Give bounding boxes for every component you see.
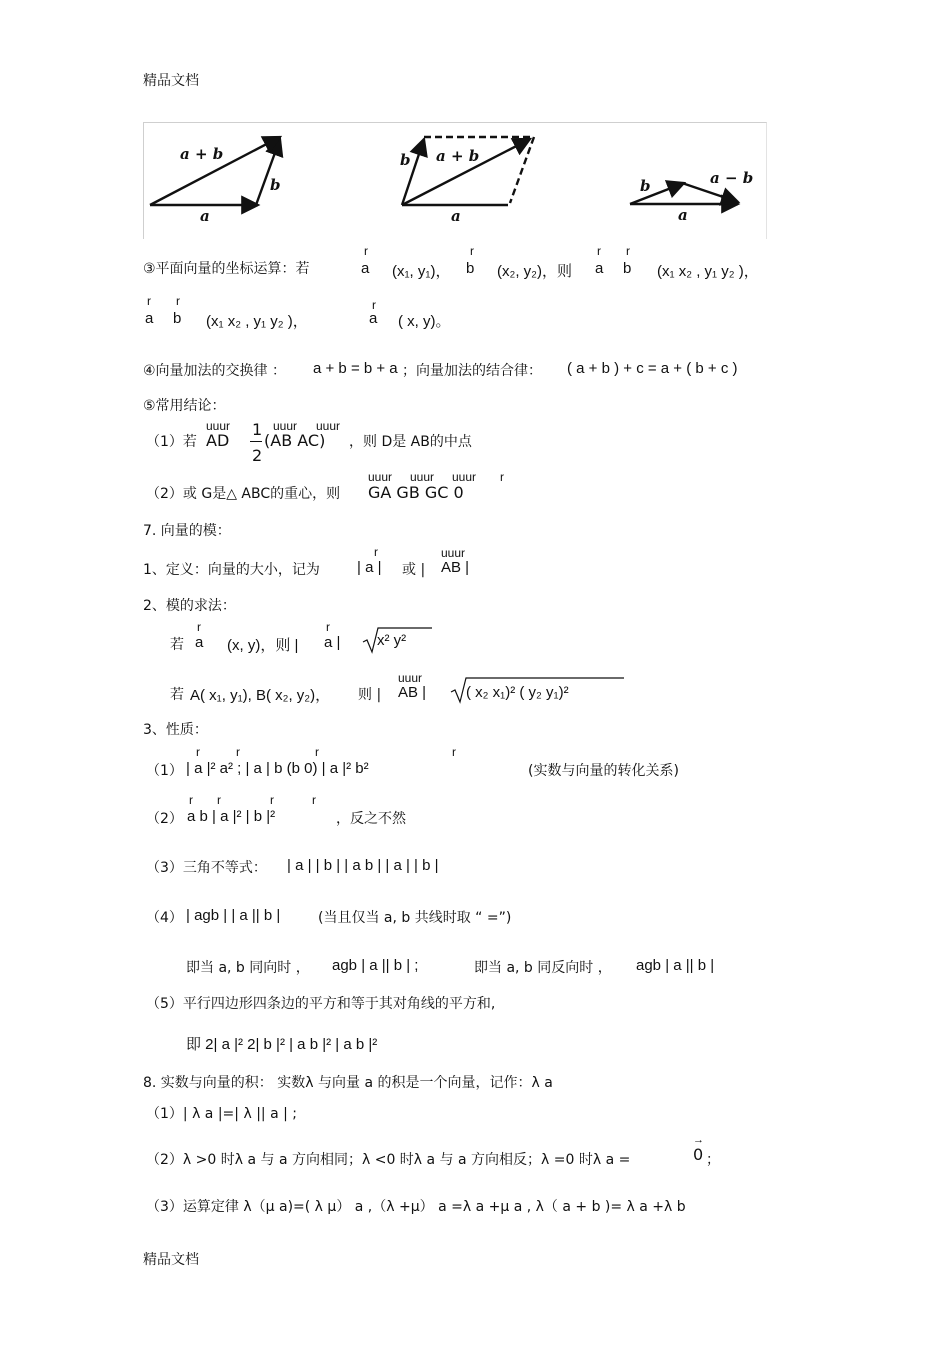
property-4-formula: | agb | | a || b | [186,907,281,924]
arrow-mark: r [500,470,504,484]
vector-ad: AD [206,431,230,450]
overline-mark: uuur [316,419,341,433]
centroid-formula: GA GB GC 0 [368,483,464,502]
arrow-mark: r [315,745,319,759]
right-a-label: a [678,206,688,224]
arrow-mark: r [312,793,316,807]
arrow-mark: r [217,793,221,807]
vector-a: a [369,310,378,327]
method-2-points: A( x₁, y₁), B( x₂, y₂)， [190,687,331,704]
method-1-sqrt-content: x² y² [377,632,407,649]
fraction-numerator: 1 [252,420,263,439]
method-2-sqrt-content: ( x₂ x₁)² ( y₂ y₁)² [466,684,569,701]
coord-result-2: (x₁ x₂ , y₁ y₂ )， [206,313,308,330]
property-2-label: （2） [146,811,183,827]
conclusion-1-suffix: ，则 D是 AB的中点 [349,434,472,450]
commutative-formula: a + b = b + a [313,360,398,377]
property-2-note: ，反之不然 [336,811,406,827]
vector-b: b [623,260,632,277]
coord-1: (x₁, y₁)， [392,263,451,280]
property-2-formula: a b | a |² | b |² [187,808,276,825]
coord-line1-prefix: ③平面向量的坐标运算：若 [143,261,310,277]
modulus-definition: 1、定义：向量的大小，记为 [143,562,320,578]
mid-b-label: b [400,151,411,169]
arrow-mark: r [470,244,474,258]
scalar-rule-2: （2）λ >0 时λ a 与 a 方向相同；λ <0 时λ a 与 a 方向相反；λ =0 时λ a = [146,1152,631,1168]
right-b-label: b [640,177,651,195]
conclusion-2-prefix: （2）或 G是△ ABC的重心，则 [146,486,341,502]
mid-sum-label: a + b [436,147,480,165]
property-4-label: （4） [146,910,183,926]
left-b-label: b [270,176,281,194]
associative-formula: ( a + b ) + c = a + ( b + c ) [567,360,738,377]
scalar-rule-1: （1）| λ a |=| λ || a | ; [146,1106,297,1122]
left-a-label: a [200,207,210,225]
arrow-mark: r [626,244,630,258]
arrow-mark: r [147,294,151,308]
zero-vector: 0 [693,1145,704,1164]
property-5-formula: 即 2| a |² 2| b |² | a b |² | a b |² [186,1036,378,1053]
arrow-mark: r [176,294,180,308]
page-footer: 精品文档 [143,1252,199,1268]
property-1-label: （1） [146,763,183,779]
method-2-then: 则 | [358,687,382,703]
page-header: 精品文档 [143,73,199,89]
overline-mark: uuur [206,419,231,433]
arrow-mark: r [189,793,193,807]
modulus-a: | a | [357,559,382,576]
arrow-mark: r [196,745,200,759]
arrow-mark: r [452,745,456,759]
vector-b: b [466,260,475,277]
arrow-mark: r [197,620,201,634]
modulus-method-title: 2、模的求法： [143,598,236,614]
associative-law-label: ；向量加法的结合律： [402,363,542,379]
arrow-mark: r [364,244,368,258]
method-1-prefix: 若 [170,637,184,653]
property-1-note: (实数与向量的转化关系) [528,763,679,779]
fraction-denominator: 2 [252,446,263,465]
coord-result-3: ( x, y)。 [398,313,451,330]
coord-result-1: (x₁ x₂ , y₁ y₂ )， [657,263,759,280]
arrow-mark: r [326,620,330,634]
right-diff-label: a − b [710,169,754,187]
property-3-formula: | a | | b | | a b | | a | | b | [287,857,439,874]
vector-a: a [361,260,370,277]
midpoint-rhs: (AB AC) [264,431,326,450]
arrow-mark: r [372,298,376,312]
overline-mark: uuur [441,546,466,560]
vector-b: b [173,310,182,327]
property-3-label: （3）三角不等式： [146,860,267,876]
property-4-same-formula: agb | a || b | ; [332,957,419,974]
property-4-same-direction: 即当 a, b 同向时 ， [186,960,310,976]
method-1-coord: (x, y)，则 | [227,637,299,654]
property-1-formula: | a |² a² ; | a | b (b 0) | a |² b² [186,760,369,777]
arrow-mark: r [270,793,274,807]
property-4-opposite-formula: agb | a || b | [636,957,715,974]
property-4-opposite-direction: 即当 a, b 同反向时 ， [474,960,612,976]
property-5-title: （5）平行四边形四条边的平方和等于其对角线的平方和, [146,996,496,1012]
vector-a: a [145,310,154,327]
property-4-note: (当且仅当 a, b 共线时取 “ =”) [318,910,512,926]
modulus-title: 7. 向量的模： [143,523,231,539]
scalar-rule-3: （3）运算定律 λ（μ a)=( λ μ） a ,（λ +μ） a =λ a +μ a , λ（ a + b )= λ a +λ b [146,1199,686,1215]
arrow-mark: r [374,545,378,559]
fraction-bar [250,441,262,442]
arrow-mark: r [597,244,601,258]
scalar-title: 8. 实数与向量的积： 实数λ 与向量 a 的积是一个向量，记作：λ a [143,1075,553,1091]
modulus-or: 或 | [402,562,426,578]
conclusion-1-prefix: （1）若 [146,434,197,450]
overline-mark: uuur [410,470,435,484]
modulus-ab: AB | [441,559,470,576]
left-sum-label: a + b [180,145,224,163]
vector-figure [143,122,767,239]
method-1-mod: a | [324,634,341,651]
conclusions-title: ⑤常用结论： [143,398,226,414]
overline-mark: uuur [273,419,298,433]
scalar-rule-2-end: ； [706,1152,720,1168]
commutative-law-label: ④向量加法的交换律 ： [143,363,287,379]
overline-mark: uuur [368,470,393,484]
method-2-ab: AB | [398,684,427,701]
arrow-mark: r [236,745,240,759]
coord-2: (x₂, y₂)，则 [497,263,572,280]
overline-mark: uuur [398,671,423,685]
vector-a: a [595,260,604,277]
overline-mark: uuur [452,470,477,484]
zero-vector-arrow: → [693,1134,704,1146]
mid-a-label: a [451,207,461,225]
method-2-prefix: 若 [170,687,184,703]
properties-title: 3、性质： [143,722,208,738]
method-1-a: a [195,634,204,651]
